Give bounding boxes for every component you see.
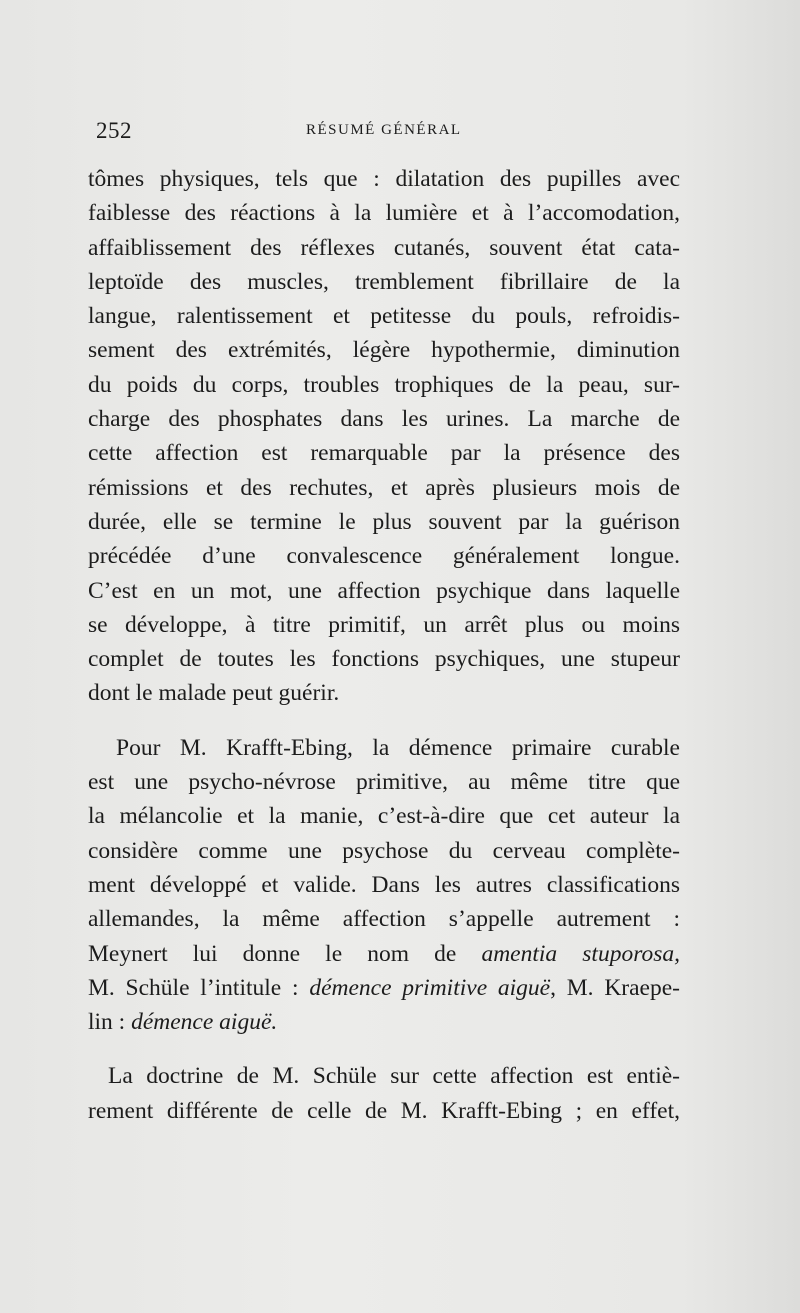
text-line: Pour M. Krafft-Ebing, la démence primaire curable: [116, 734, 680, 761]
text-line: affaiblissement des réflexes cutanés, souvent état cata-: [88, 234, 680, 261]
page-number: 252: [96, 118, 132, 143]
page-header: [96, 118, 680, 148]
paragraph-1: [88, 162, 680, 711]
text-line: allemandes, la même affection s’appelle autrement :: [88, 906, 680, 933]
italic-term: démence primitive aiguë: [309, 974, 551, 1001]
text-line: langue, ralentissement et petitesse du pouls, refroidis-: [88, 303, 680, 330]
body-text: [88, 162, 680, 1128]
text-line: sement des extrémités, légère hypothermie, diminution: [88, 337, 680, 364]
text-line: considère comme une psychose du cerveau complète-: [88, 837, 680, 864]
italic-term: démence aiguë.: [131, 1009, 278, 1036]
text-line: durée, elle se termine le plus souvent par la guérison: [88, 508, 680, 535]
italic-term: amentia stuporosa,: [481, 940, 680, 967]
text-run: Meynert lui donne le nom de: [88, 940, 482, 967]
text-line: [88, 971, 680, 1005]
text-run: M. Schüle l’intitule :: [88, 974, 310, 1001]
paragraph-2: [88, 731, 680, 1040]
text-line: leptoïde des muscles, tremblement fibrillaire de la: [88, 268, 680, 295]
text-line: rement différente de celle de M. Krafft-Ebing ; en effet,: [88, 1097, 680, 1124]
text-line: rémissions et des rechutes, et après plusieurs mois de: [88, 474, 680, 501]
paragraph-3: [88, 1059, 680, 1128]
text-line: ment développé et valide. Dans les autres classifications: [88, 871, 680, 898]
text-line: du poids du corps, troubles trophiques de la peau, sur-: [88, 371, 680, 398]
running-head: RÉSUMÉ GÉNÉRAL: [306, 122, 462, 138]
text-run: , M. Kraepe-: [550, 974, 680, 1001]
text-run: lin :: [88, 1009, 132, 1036]
text-line: tômes physiques, tels que : dilatation des pupilles avec: [88, 166, 680, 192]
text-line: précédée d’une convalescence généralement longue.: [88, 543, 680, 570]
text-line: la mélancolie et la manie, c’est-à-dire que cet auteur la: [88, 803, 680, 830]
text-line: La doctrine de M. Schüle sur cette affection est entiè-: [108, 1063, 680, 1090]
text-line: est une psycho-névrose primitive, au même titre que: [88, 769, 680, 796]
text-line: complet de toutes les fonctions psychiques, une stupeur: [88, 646, 680, 673]
text-line: se développe, à titre primitif, un arrêt plus ou moins: [88, 611, 680, 638]
text-line: [88, 937, 680, 971]
text-line: charge des phosphates dans les urines. La marche de: [88, 406, 680, 433]
text-line: cette affection est remarquable par la présence des: [88, 440, 680, 467]
text-line: C’est en un mot, une affection psychique dans laquelle: [88, 577, 680, 604]
text-line: [88, 1005, 680, 1039]
text-line: dont le malade peut guérir.: [88, 680, 340, 707]
text-line: faiblesse des réactions à la lumière et à l’accomodation,: [88, 200, 680, 227]
